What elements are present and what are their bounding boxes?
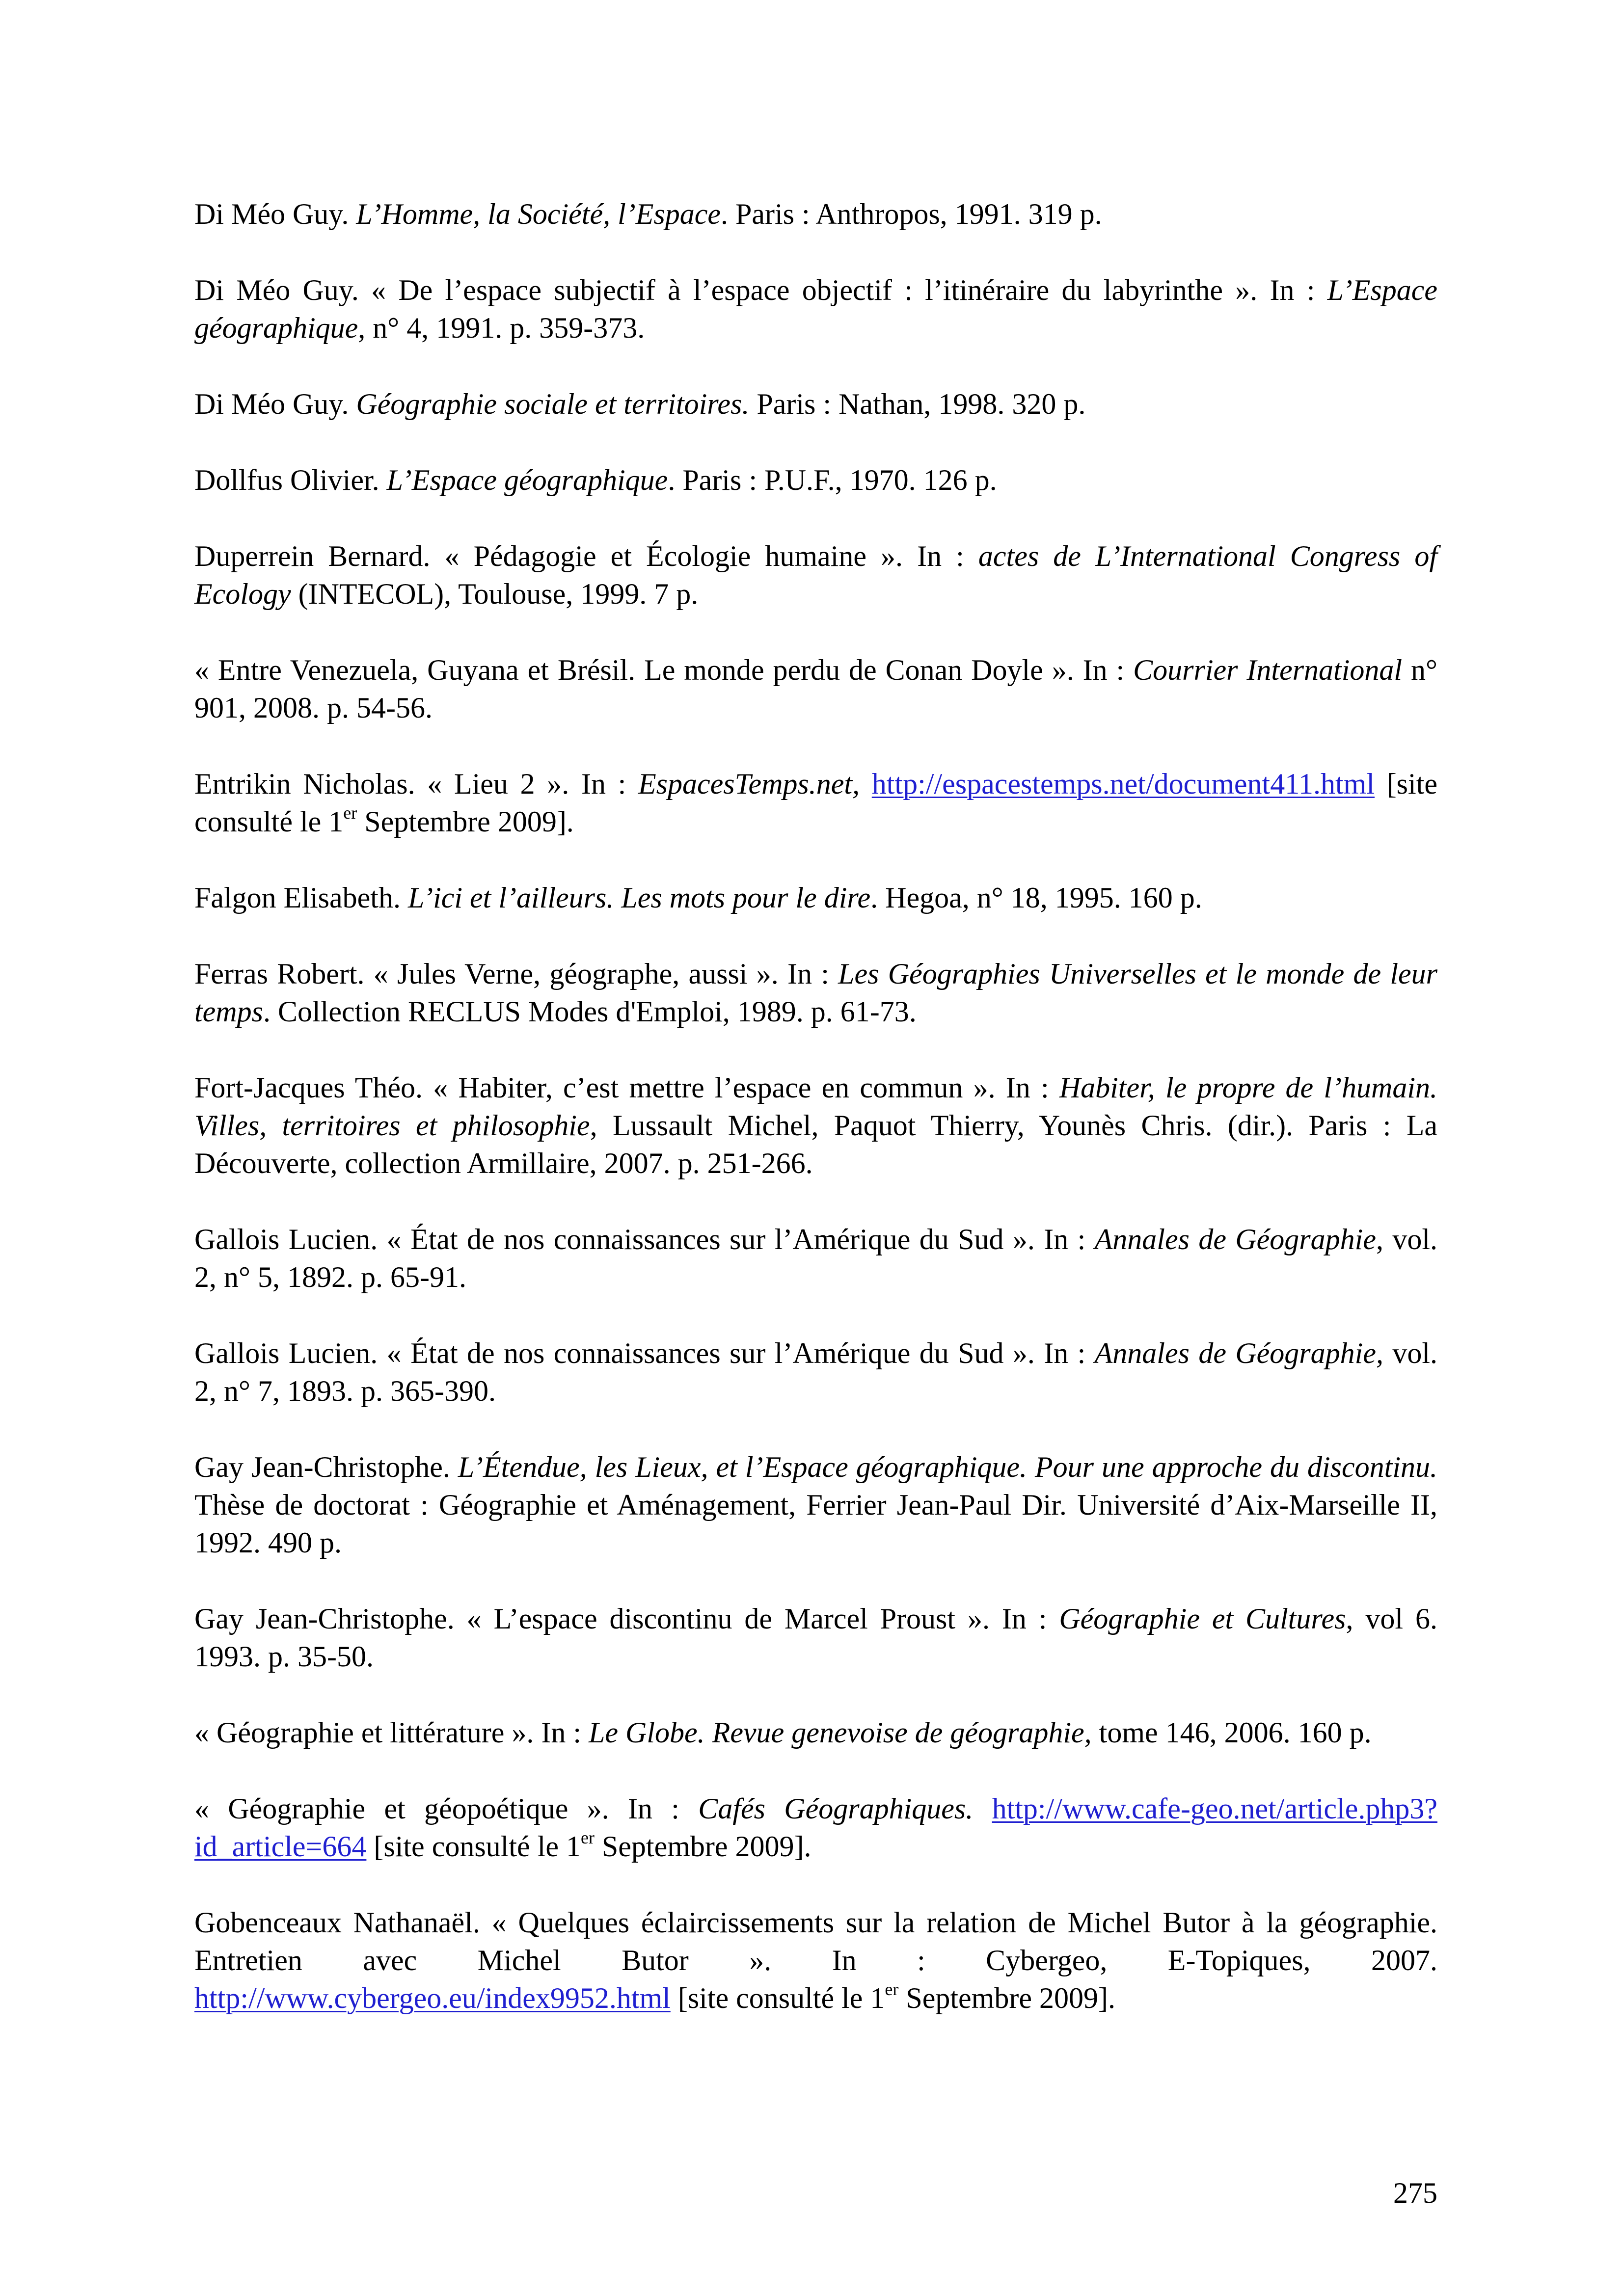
entry-text: , vol. 2, n° 5, 1892. p. 65-91. — [194, 1223, 1438, 1293]
entry-text: Falgon Elisabeth. — [194, 881, 408, 914]
bibliography-entry — [194, 461, 1437, 499]
entry-text: Paris : Nathan, 1998. 320 p. — [749, 388, 1086, 420]
bibliography-entry — [194, 1335, 1437, 1410]
bibliography-entry — [194, 955, 1437, 1031]
entry-text: « Géographie et géopoétique ». In : — [194, 1792, 699, 1825]
bibliography-entry — [194, 1069, 1437, 1182]
entry-text: Entrikin Nicholas. « Lieu 2 ». In : — [194, 768, 638, 800]
bibliography-list — [194, 195, 1437, 2056]
entry-text: , vol 6. 1993. p. 35-50. — [194, 1602, 1438, 1673]
entry-text — [860, 768, 872, 800]
entry-title-italic: Cafés Géographiques. — [698, 1792, 974, 1825]
entry-title-italic: Courrier International — [1133, 654, 1403, 686]
entry-text: « Entre Venezuela, Guyana et Brésil. Le monde perdu de Conan Doyle ». In : — [194, 654, 1134, 686]
entry-text: Duperrein Bernard. « Pédagogie et Écologie humaine ». In : — [194, 540, 978, 572]
entry-text: (INTECOL), Toulouse, 1999. 7 p. — [291, 578, 699, 610]
entry-link[interactable]: http://www.cafe-geo.net/article.php3?id_article=664 — [194, 1792, 1437, 1863]
bibliography-entry — [194, 271, 1437, 347]
entry-text: [site consulté le 1 — [670, 1982, 885, 2014]
entry-title-italic: L’Homme, la Société, l’Espace — [356, 198, 721, 230]
entry-text: tome 146, 2006. 160 p. — [1091, 1716, 1372, 1749]
bibliography-entry — [194, 1904, 1437, 2017]
bibliography-entry — [194, 1790, 1437, 1866]
entry-title-italic: L’ici et l’ailleurs. Les mots pour le dire — [407, 881, 871, 914]
entry-title-italic: L’Espace géographique — [386, 464, 668, 496]
entry-text: Ferras Robert. « Jules Verne, géographe, aussi ». In : — [194, 958, 839, 990]
entry-text: [site consulté le 1 — [194, 768, 1437, 838]
bibliography-entry — [194, 195, 1437, 233]
entry-title-italic: Géographie sociale et territoires. — [356, 388, 750, 420]
entry-text: , Lussault Michel, Paquot Thierry, Younès Chris. (dir.). Paris : La Découverte, collection Armillaire, 2007. p. 251-266. — [194, 1109, 1437, 1179]
entry-text: Gobenceaux Nathanaël. « Quelques éclaircissements sur la relation de Michel Butor à la géographie. Entretien avec Michel Butor ». In : Cybergeo, E-Topiques, 2007. — [194, 1906, 1437, 1976]
bibliography-entry — [194, 1221, 1437, 1296]
bibliography-entry — [194, 537, 1437, 613]
entry-title-italic: Géographie et Cultures — [1059, 1602, 1346, 1635]
bibliography-entry — [194, 1714, 1437, 1752]
entry-text: « Géographie et littérature ». In : — [194, 1716, 589, 1749]
bibliography-entry — [194, 651, 1437, 727]
entry-link[interactable]: http://espacestemps.net/document411.html — [871, 768, 1375, 800]
entry-title-italic: Annales de Géographie, — [1094, 1337, 1383, 1369]
entry-text: Di Méo Guy. « De l’espace subjectif à l’espace objectif : l’itinéraire du labyrinthe ». In : — [194, 274, 1327, 306]
entry-text: Dollfus Olivier. — [194, 464, 387, 496]
entry-text: . Paris : Anthropos, 1991. 319 p. — [720, 198, 1102, 230]
entry-title-italic: L’Étendue, les Lieux, et l’Espace géographique. Pour une approche du discontinu. — [458, 1451, 1438, 1483]
entry-text: Septembre 2009]. — [357, 805, 574, 838]
entry-text: Gallois Lucien. « État de nos connaissances sur l’Amérique du Sud ». In : — [194, 1223, 1095, 1255]
entry-text: Di Méo Guy. — [194, 388, 356, 420]
entry-title-italic: Habiter, le propre de l’humain. Villes, territoires et philosophie — [194, 1071, 1437, 1142]
bibliography-entry — [194, 765, 1437, 841]
entry-title-italic: Annales de Géographie — [1094, 1223, 1376, 1255]
bibliography-entry — [194, 1448, 1437, 1562]
entry-text: Septembre 2009]. — [594, 1830, 812, 1863]
entry-title-italic: Les Géographies Universelles et le monde de leur temps — [194, 958, 1437, 1028]
entry-text: Di Méo Guy. — [194, 198, 356, 230]
entry-text: , n° 4, 1991. p. 359-373. — [358, 312, 645, 344]
entry-text: . Hegoa, n° 18, 1995. 160 p. — [870, 881, 1202, 914]
entry-text: Gallois Lucien. « État de nos connaissances sur l’Amérique du Sud ». In : — [194, 1337, 1095, 1369]
entry-text: . Paris : P.U.F., 1970. 126 p. — [668, 464, 997, 496]
entry-title-italic: L’Espace géographique — [194, 274, 1437, 344]
entry-title-italic: Le Globe. Revue genevoise de géographie, — [589, 1716, 1092, 1749]
bibliography-entry — [194, 385, 1437, 423]
entry-link[interactable]: http://www.cybergeo.eu/index9952.html — [194, 1982, 671, 2014]
entry-text: . Collection RECLUS Modes d'Emploi, 1989. p. 61-73. — [263, 995, 917, 1028]
entry-text: Gay Jean-Christophe. « L’espace discontinu de Marcel Proust ». In : — [194, 1602, 1059, 1635]
entry-superscript: er — [343, 803, 357, 823]
entry-text: Septembre 2009]. — [898, 1982, 1115, 2014]
page-number: 275 — [1393, 2177, 1437, 2209]
entry-text: Thèse de doctorat : Géographie et Aménagement, Ferrier Jean-Paul Dir. Université d’Aix-Marseille II, 1992. 490 p. — [194, 1489, 1437, 1559]
entry-text: [site consulté le 1 — [366, 1830, 581, 1863]
entry-text: Fort-Jacques Théo. « Habiter, c’est mettre l’espace en commun ». In : — [194, 1071, 1059, 1104]
entry-superscript: er — [885, 1979, 899, 1999]
entry-title-italic: EspacesTemps.net, — [638, 768, 860, 800]
bibliography-entry — [194, 879, 1437, 917]
entry-text — [973, 1792, 992, 1825]
entry-text: n° 901, 2008. p. 54-56. — [194, 654, 1437, 724]
entry-title-italic: actes de L’International Congress of Ecology — [194, 540, 1438, 610]
bibliography-entry — [194, 1600, 1437, 1676]
entry-superscript: er — [580, 1828, 595, 1847]
entry-text: vol. 2, n° 7, 1893. p. 365-390. — [194, 1337, 1438, 1407]
entry-text: Gay Jean-Christophe. — [194, 1451, 458, 1483]
